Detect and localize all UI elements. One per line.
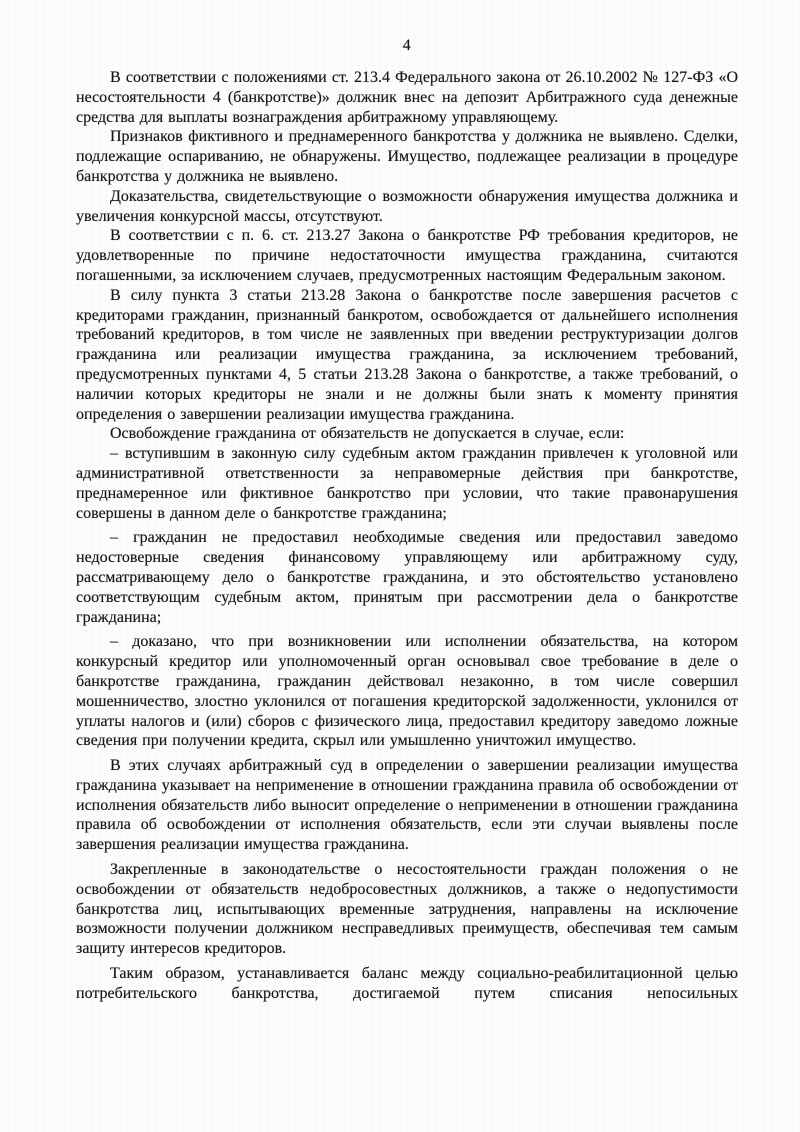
paragraph: Закрепленные в законодательстве о несостоятельности граждан положения о не освобождении от обязательств недобросовестных должников, а также о недопустимости банкротства лиц, испытывающих временные затруднения, направлены на исключение возможности получении должником несправедливых преимуществ, обеспечивая тем самым защиту интересов кредиторов. — [76, 861, 738, 958]
paragraph: Таким образом, устанавливается баланс между социально-реабилитационной целью потребительского банкротства, достигаемой путем списания непосильных — [76, 965, 738, 1002]
paragraph: В соответствии с п. 6. ст. 213.27 Закона о банкротстве РФ требования кредиторов, не удовлетворенные по причине недостаточности имущества гражданина, считаются погашенными, за исключением случаев, предусмотренных настоящим Федеральным законом. — [76, 227, 738, 284]
paragraph: Освобождение гражданина от обязательств не допускается в случае, если: — [110, 425, 625, 443]
paragraph: В силу пункта 3 статьи 213.28 Закона о банкротстве после завершения расчетов с кредиторами гражданин, признанный банкротом, освобождается от дальнейшего исполнения требований кредиторов, в том числе не заявленных при введении реструктуризации долгов гражданина или реализации имущества гражданина, за исключением требований, предусмотренных пунктами 4, 5 статьи 213.28 Закона о банкротстве, а также требований, о наличии которых кредиторы не знали и не должны были знать к моменту принятия определения о завершении реализации имущества гражданина. — [76, 286, 738, 423]
page-number: 4 — [402, 37, 412, 54]
document-body — [76, 68, 738, 1004]
paragraph: Доказательства, свидетельствующие о возможности обнаружения имущества должника и увеличения конкурсной массы, отсутствуют. — [76, 187, 738, 225]
paragraph: – гражданин не предоставил необходимые сведения или предоставил заведомо недостоверные сведения финансовому управляющему или арбитражному суду, рассматривающему дело о банкротстве гражданина, и это обстоятельство установлено соответствующим судебным актом, принятым при рассмотрении дела о банкротстве гражданина; — [76, 529, 738, 626]
paragraph: В соответствии с положениями ст. 213.4 Федерального закона от 26.10.2002 № 127-ФЗ «О несостоятельности 4 (банкротстве)» должник внес на депозит Арбитражного суда денежные средства для выплаты вознаграждения арбитражному управляющему. — [76, 69, 738, 126]
paragraph: Признаков фиктивного и преднамеренного банкротства у должника не выявлено. Сделки, подлежащие оспариванию, не обнаружены. Имущество, подлежащее реализации в процедуре банкротства у должника не выявлено. — [76, 128, 738, 185]
paragraph: В этих случаях арбитражный суд в определении о завершении реализации имущества гражданина указывает на неприменение в отношении гражданина правила об освобождении от исполнения обязательств либо выносит определение о неприменении в отношении гражданина правила об освобождении от исполнения обязательств, если эти случаи выявлены после завершения реализации имущества гражданина. — [76, 757, 738, 854]
paragraph: – доказано, что при возникновении или исполнении обязательства, на котором конкурсный кредитор или уполномоченный орган основывал свое требование в деле о банкротстве гражданина, гражданин действовал незаконно, в том числе совершил мошенничество, злостно уклонился от погашения кредиторской задолженности, уклонился от уплаты налогов и (или) сборов с физического лица, предоставил кредитору заведомо ложные сведения при получении кредита, скрыл или умышленно уничтожил имущество. — [76, 633, 738, 750]
paragraph: – вступившим в законную силу судебным актом гражданин привлечен к уголовной или административной ответственности за неправомерные действия при банкротстве, преднамеренное или фиктивное банкротство при условии, что такие правонарушения совершены в данном деле о банкротстве гражданина; — [76, 445, 738, 522]
